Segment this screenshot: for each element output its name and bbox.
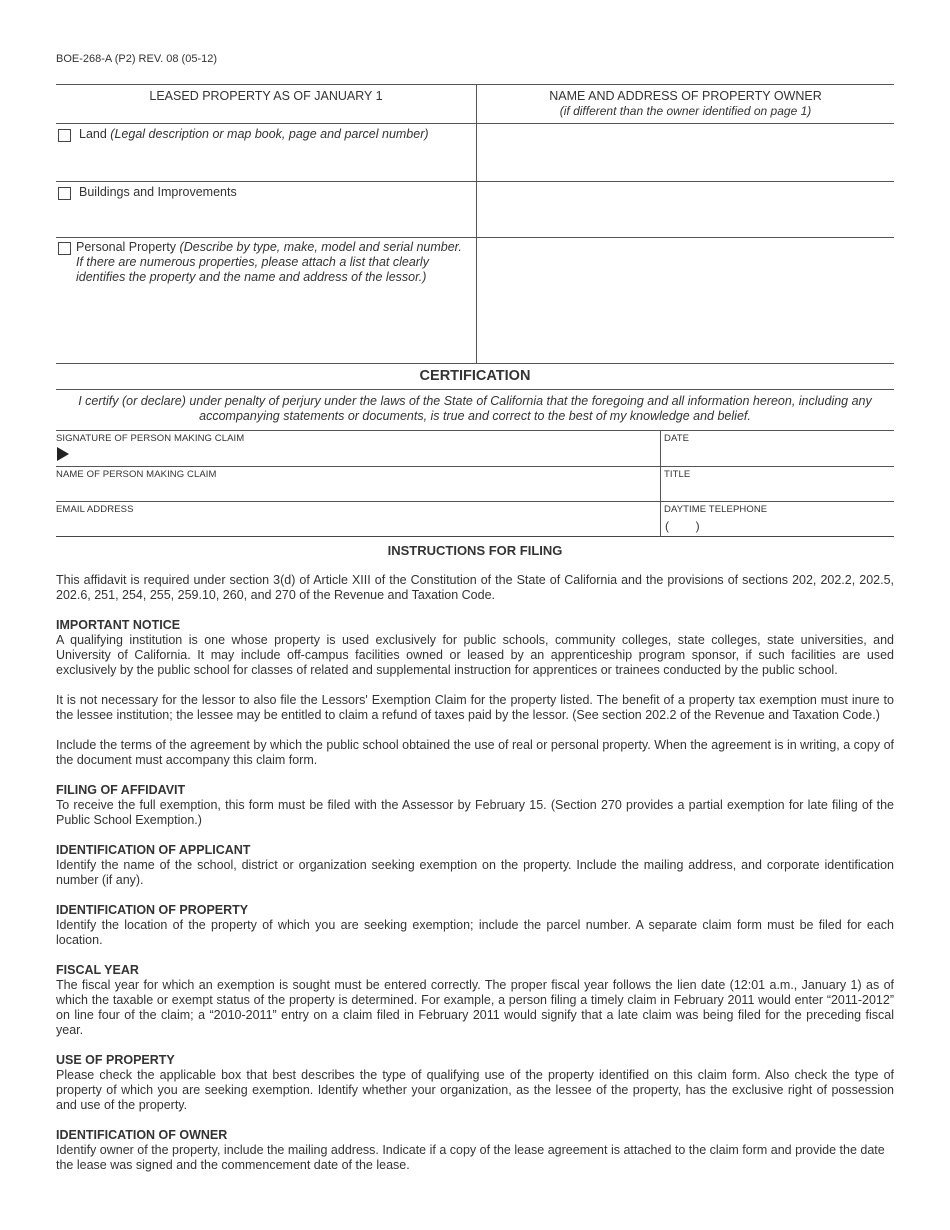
row-divider <box>56 237 894 238</box>
sign-here-arrow-icon <box>57 447 69 461</box>
name-field[interactable] <box>56 467 660 502</box>
use-paragraph: Please check the applicable box that best describes the type of qualifying use of the property identified on this claim form. Also check the type of property of which you are seeking exemption. Identify whether your organization, as the lessee of the property, has the exclusive right of possession and use of the property. <box>56 1068 894 1112</box>
date-label: DATE <box>664 433 690 444</box>
land-label: Land <box>79 127 107 141</box>
owner-heading: IDENTIFICATION OF OWNER <box>56 1128 228 1142</box>
applicant-heading: IDENTIFICATION OF APPLICANT <box>56 843 251 857</box>
row-divider <box>56 181 894 182</box>
lessor-paragraph: It is not necessary for the lessor to also file the Lessors' Exemption Claim for the property listed. The benefit of a property tax exemption must inure to the lessee institution; the lessee may be entitled to claim a refund of taxes paid by the lessor. (See section 202.2 of the Revenue and Taxation Code.) <box>56 693 894 722</box>
filing-heading: FILING OF AFFIDAVIT <box>56 783 186 797</box>
email-field[interactable] <box>56 502 660 537</box>
land-note: (Legal description or map book, page and parcel number) <box>110 127 429 141</box>
email-label: EMAIL ADDRESS <box>56 504 134 515</box>
fiscal-year-paragraph: The fiscal year for which an exemption is sought must be entered correctly. The proper fiscal year follows the lien date (12:01 a.m., January 1) as of which the taxable or exempt status of the property is determined. For example, a person filing a timely claim in February 2011 would enter “2011-2012” on line four of the claim; a “2010-2011” entry on a claim filed in February 2011 would signify that a late claim was being filed for the preceding fiscal year. <box>56 978 894 1037</box>
personal-property-note: (Describe by type, make, model and serial number. If there are numerous properties, please attach a list that clearly identifies the property and the name and address of the lessor.) <box>76 240 462 284</box>
personal-property-label: Personal Property <box>76 240 177 254</box>
signature-field[interactable] <box>56 431 660 466</box>
header-divider <box>56 123 894 124</box>
date-field[interactable] <box>660 431 895 466</box>
important-notice-paragraph: A qualifying institution is one whose property is used exclusively for public schools, community colleges, state colleges, state universities, and University of California. It may include off-campus facilities owned or leased by an apprenticeship program sponsor, if such facilities are used exclusively by the public school for classes of related and supplemental instruction for apprentices or trainees conducted by the public school. <box>56 633 894 677</box>
land-row <box>58 127 470 142</box>
owner-paragraph: Identify owner of the property, include the mailing address. Indicate if a copy of the lease agreement is attached to the claim form and provide the date the lease was signed and the commencement date of the lease. <box>56 1143 885 1172</box>
certification-title: CERTIFICATION <box>419 368 531 384</box>
leased-property-table <box>56 84 894 364</box>
agreement-paragraph: Include the terms of the agreement by which the public school obtained the use of real or personal property. When the agreement is in writing, a copy of the document must accompany this claim form. <box>56 738 894 767</box>
certification-statement: I certify (or declare) under penalty of perjury under the laws of the State of California that the foregoing and all information hereon, including any accompanying statements or documents, is true and correct to the best of my knowledge and belief. <box>78 394 872 423</box>
owner-header <box>477 89 894 119</box>
filing-paragraph: To receive the full exemption, this form must be filed with the Assessor by February 15. (Section 270 provides a partial exemption for late filing of the Public School Exemption.) <box>56 798 894 827</box>
fiscal-year-heading: FISCAL YEAR <box>56 963 139 977</box>
leased-property-header: LEASED PROPERTY AS OF JANUARY 1 <box>149 89 383 103</box>
intro-paragraph: This affidavit is required under section 3(d) of Article XIII of the Constitution of the State of California and the provisions of sections 202, 202.2, 202.5, 202.6, 251, 254, 255, 259.10, 260, and 270 of the Revenue and Taxation Code. <box>56 573 894 602</box>
land-label-wrap <box>79 127 429 142</box>
personal-property-text <box>76 240 470 285</box>
buildings-label: Buildings and Improvements <box>79 185 237 199</box>
signature-label: SIGNATURE OF PERSON MAKING CLAIM <box>56 433 245 444</box>
signature-row <box>56 431 894 466</box>
name-row <box>56 466 894 502</box>
personal-property-row <box>58 240 470 285</box>
property-paragraph: Identify the location of the property of which you are seeking exemption; include the parcel number. A separate claim form must be filed for each location. <box>56 918 894 947</box>
title-field[interactable] <box>660 467 895 502</box>
owner-header-subtitle: (if different than the owner identified on page 1) <box>559 104 812 118</box>
instructions-title: INSTRUCTIONS FOR FILING <box>387 543 563 558</box>
signature-block <box>56 430 894 537</box>
phone-label: DAYTIME TELEPHONE <box>664 504 768 515</box>
column-divider <box>476 85 477 363</box>
land-checkbox[interactable] <box>58 129 71 142</box>
buildings-checkbox[interactable] <box>58 187 71 200</box>
important-notice-heading: IMPORTANT NOTICE <box>56 618 181 632</box>
certification-rule <box>56 389 894 390</box>
personal-property-checkbox[interactable] <box>58 242 71 255</box>
name-label: NAME OF PERSON MAKING CLAIM <box>56 469 217 480</box>
property-heading: IDENTIFICATION OF PROPERTY <box>56 903 249 917</box>
form-number: BOE-268-A (P2) REV. 08 (05-12) <box>56 53 218 65</box>
use-heading: USE OF PROPERTY <box>56 1053 175 1067</box>
applicant-paragraph: Identify the name of the school, district or organization seeking exemption on the property. Include the mailing address, and corporate identification number (if any). <box>56 858 894 887</box>
owner-header-title: NAME AND ADDRESS OF PROPERTY OWNER <box>549 89 822 103</box>
buildings-row <box>58 185 470 200</box>
phone-field[interactable] <box>660 502 895 537</box>
title-label: TITLE <box>664 469 691 480</box>
contact-row <box>56 501 894 537</box>
instructions-body <box>56 573 894 1173</box>
phone-area-code: ( ) <box>665 519 700 533</box>
